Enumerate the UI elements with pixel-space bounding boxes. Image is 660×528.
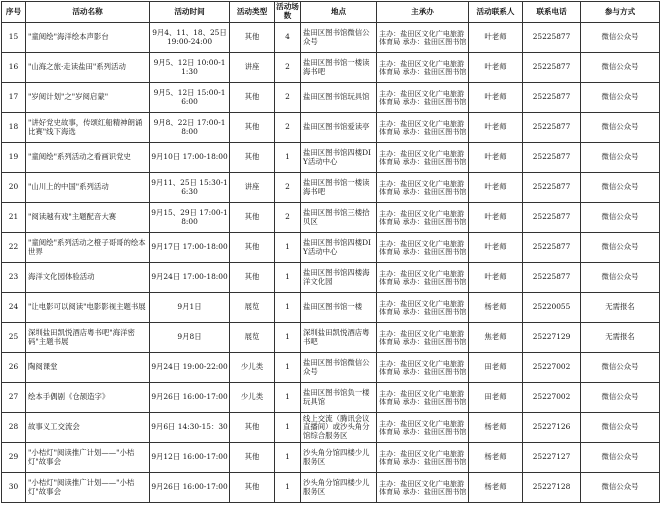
cell-name: "山海之旅·走读盐田"系列活动 bbox=[26, 53, 150, 83]
cell-type: 其他 bbox=[230, 83, 275, 113]
header-count: 活动场数 bbox=[275, 2, 301, 23]
cell-count: 1 bbox=[275, 233, 301, 263]
cell-contact: 焦老师 bbox=[469, 323, 523, 353]
cell-time: 9月8日 bbox=[150, 323, 230, 353]
table-row bbox=[2, 83, 660, 113]
cell-contact: 叶老师 bbox=[469, 143, 523, 173]
cell-time: 9月15、29日 17:00-18:00 bbox=[150, 203, 230, 233]
cell-no: 26 bbox=[2, 353, 26, 383]
cell-contact: 杨老师 bbox=[469, 473, 523, 503]
cell-type: 其他 bbox=[230, 233, 275, 263]
cell-host: 主办：盐田区文化广电旅游体育局 承办：盐田区图书馆 bbox=[377, 353, 469, 383]
cell-time: 9月5、12日 10:00-11:30 bbox=[150, 53, 230, 83]
cell-time: 9月26日 16:00-17:00 bbox=[150, 473, 230, 503]
cell-phone: 25225877 bbox=[523, 143, 581, 173]
cell-join: 微信公众号 bbox=[581, 53, 660, 83]
cell-type: 少儿类 bbox=[230, 383, 275, 413]
cell-type: 讲座 bbox=[230, 173, 275, 203]
cell-count: 1 bbox=[275, 143, 301, 173]
cell-place: 盐田区图书馆玩具馆 bbox=[301, 83, 377, 113]
cell-name: 深圳盐田凯悦酒店粤书吧"海洋密码"主题书展 bbox=[26, 323, 150, 353]
cell-name: "童阅绘"海洋绘本声影台 bbox=[26, 23, 150, 53]
cell-contact: 杨老师 bbox=[469, 443, 523, 473]
cell-place: 盐田区图书馆一楼读海书吧 bbox=[301, 173, 377, 203]
cell-name: "岁阅计划"之"岁阅启蒙" bbox=[26, 83, 150, 113]
cell-host: 主办：盐田区文化广电旅游体育局 承办：盐田区图书馆 bbox=[377, 173, 469, 203]
cell-phone: 25225877 bbox=[523, 83, 581, 113]
cell-place: 盐田区图书馆四楼DIY活动中心 bbox=[301, 143, 377, 173]
cell-type: 讲座 bbox=[230, 53, 275, 83]
table-row bbox=[2, 53, 660, 83]
cell-join: 微信公众号 bbox=[581, 263, 660, 293]
cell-join: 无需报名 bbox=[581, 323, 660, 353]
cell-name: "讲好党史故事，传颂红船精神朗诵比赛"线下海选 bbox=[26, 113, 150, 143]
cell-host: 主办：盐田区文化广电旅游体育局 承办：盐田区图书馆 bbox=[377, 53, 469, 83]
cell-join: 微信公众号 bbox=[581, 413, 660, 443]
cell-join: 微信公众号 bbox=[581, 173, 660, 203]
cell-no: 28 bbox=[2, 413, 26, 443]
cell-no: 17 bbox=[2, 83, 26, 113]
cell-contact: 叶老师 bbox=[469, 23, 523, 53]
cell-join: 微信公众号 bbox=[581, 353, 660, 383]
cell-type: 其他 bbox=[230, 473, 275, 503]
cell-time: 9月24日 17:00-18:00 bbox=[150, 263, 230, 293]
cell-no: 22 bbox=[2, 233, 26, 263]
header-place: 地点 bbox=[301, 2, 377, 23]
cell-place: 沙头角分馆四楼少儿服务区 bbox=[301, 443, 377, 473]
cell-no: 15 bbox=[2, 23, 26, 53]
table-row bbox=[2, 23, 660, 53]
cell-contact: 叶老师 bbox=[469, 203, 523, 233]
cell-place: 盐田区图书馆微信公众号 bbox=[301, 353, 377, 383]
cell-place: 盐田区图书馆四楼DIY活动中心 bbox=[301, 233, 377, 263]
cell-join: 微信公众号 bbox=[581, 473, 660, 503]
cell-place: 沙头角分馆四楼少儿服务区 bbox=[301, 473, 377, 503]
cell-place: 盐田区图书馆三楼拾贝区 bbox=[301, 203, 377, 233]
cell-phone: 25227127 bbox=[523, 443, 581, 473]
cell-contact: 叶老师 bbox=[469, 233, 523, 263]
cell-type: 少儿类 bbox=[230, 353, 275, 383]
cell-name: 故事义工交流会 bbox=[26, 413, 150, 443]
cell-host: 主办：盐田区文化广电旅游体育局 承办：盐田区图书馆 bbox=[377, 383, 469, 413]
cell-join: 无需报名 bbox=[581, 293, 660, 323]
cell-type: 其他 bbox=[230, 263, 275, 293]
cell-phone: 25225877 bbox=[523, 23, 581, 53]
cell-phone: 25225877 bbox=[523, 113, 581, 143]
cell-time: 9月5、12日 15:00-16:00 bbox=[150, 83, 230, 113]
cell-time: 9月1日 bbox=[150, 293, 230, 323]
cell-count: 2 bbox=[275, 113, 301, 143]
cell-phone: 25227002 bbox=[523, 383, 581, 413]
cell-type: 其他 bbox=[230, 23, 275, 53]
cell-host: 主办：盐田区文化广电旅游体育局 承办：盐田区图书馆 bbox=[377, 443, 469, 473]
cell-join: 微信公众号 bbox=[581, 383, 660, 413]
cell-name: "小桔灯"阅读推广计划——"小桔灯"故事会 bbox=[26, 443, 150, 473]
cell-time: 9月11、25日 15:30-16:30 bbox=[150, 173, 230, 203]
cell-name: 海洋文化园体验活动 bbox=[26, 263, 150, 293]
cell-time: 9月17日 17:00-18:00 bbox=[150, 233, 230, 263]
cell-no: 23 bbox=[2, 263, 26, 293]
table-row bbox=[2, 473, 660, 503]
cell-place: 盐田区图书馆四楼海洋文化园 bbox=[301, 263, 377, 293]
cell-count: 1 bbox=[275, 323, 301, 353]
cell-name: 陶阅课堂 bbox=[26, 353, 150, 383]
cell-join: 微信公众号 bbox=[581, 143, 660, 173]
cell-phone: 25227128 bbox=[523, 473, 581, 503]
cell-name: "让电影可以阅读"电影影视主题书展 bbox=[26, 293, 150, 323]
cell-host: 主办：盐田区文化广电旅游体育局 承办：盐田区图书馆 bbox=[377, 233, 469, 263]
cell-name: "童阅绘"系列活动之看画识党史 bbox=[26, 143, 150, 173]
cell-type: 其他 bbox=[230, 113, 275, 143]
cell-no: 24 bbox=[2, 293, 26, 323]
cell-count: 1 bbox=[275, 263, 301, 293]
cell-no: 25 bbox=[2, 323, 26, 353]
cell-phone: 25225877 bbox=[523, 53, 581, 83]
table-row bbox=[2, 353, 660, 383]
activity-table bbox=[1, 1, 660, 503]
header-no: 序号 bbox=[2, 2, 26, 23]
cell-count: 1 bbox=[275, 443, 301, 473]
cell-host: 主办：盐田区文化广电旅游体育局 承办：盐田区图书馆 bbox=[377, 23, 469, 53]
cell-name: 绘本手偶剧《仓颉造字》 bbox=[26, 383, 150, 413]
cell-type: 其他 bbox=[230, 443, 275, 473]
cell-host: 主办：盐田区文化广电旅游体育局 承办：盐田区图书馆 bbox=[377, 83, 469, 113]
table-row bbox=[2, 323, 660, 353]
cell-phone: 25227129 bbox=[523, 323, 581, 353]
cell-host: 主办：盐田区文化广电旅游体育局 承办：盐田区图书馆 bbox=[377, 203, 469, 233]
cell-count: 2 bbox=[275, 173, 301, 203]
header-contact: 活动联系人 bbox=[469, 2, 523, 23]
cell-phone: 25225877 bbox=[523, 263, 581, 293]
cell-name: "山川上的中国"系列活动 bbox=[26, 173, 150, 203]
cell-no: 29 bbox=[2, 443, 26, 473]
cell-time: 9月26日 16:00-17:00 bbox=[150, 383, 230, 413]
header-join: 参与方式 bbox=[581, 2, 660, 23]
cell-contact: 杨老师 bbox=[469, 293, 523, 323]
header-type: 活动类型 bbox=[230, 2, 275, 23]
cell-no: 16 bbox=[2, 53, 26, 83]
cell-phone: 25225877 bbox=[523, 203, 581, 233]
table-row bbox=[2, 443, 660, 473]
header-time: 活动时间 bbox=[150, 2, 230, 23]
header-name: 活动名称 bbox=[26, 2, 150, 23]
cell-no: 20 bbox=[2, 173, 26, 203]
cell-host: 主办：盐田区文化广电旅游体育局 承办：盐田区图书馆 bbox=[377, 323, 469, 353]
cell-no: 19 bbox=[2, 143, 26, 173]
cell-time: 9月12日 16:00-17:00 bbox=[150, 443, 230, 473]
cell-name: "阅读越有戏"主题配音大赛 bbox=[26, 203, 150, 233]
cell-host: 主办：盐田区文化广电旅游体育局 承办：盐田区图书馆 bbox=[377, 143, 469, 173]
table-body bbox=[2, 23, 660, 503]
cell-count: 1 bbox=[275, 293, 301, 323]
cell-no: 30 bbox=[2, 473, 26, 503]
cell-join: 微信公众号 bbox=[581, 203, 660, 233]
cell-join: 微信公众号 bbox=[581, 23, 660, 53]
cell-no: 27 bbox=[2, 383, 26, 413]
cell-type: 其他 bbox=[230, 143, 275, 173]
cell-time: 9月6日 14:30-15：30 bbox=[150, 413, 230, 443]
cell-place: 盐田区图书馆一楼读海书吧 bbox=[301, 53, 377, 83]
cell-contact: 叶老师 bbox=[469, 83, 523, 113]
cell-join: 微信公众号 bbox=[581, 83, 660, 113]
cell-host: 主办：盐田区文化广电旅游体育局 承办：盐田区图书馆 bbox=[377, 263, 469, 293]
cell-time: 9月24日 19:00-22:00 bbox=[150, 353, 230, 383]
cell-phone: 25225877 bbox=[523, 173, 581, 203]
cell-place: 线上交流（腾讯会议直播间）或沙头角分馆综合服务区 bbox=[301, 413, 377, 443]
table-row bbox=[2, 203, 660, 233]
cell-join: 微信公众号 bbox=[581, 233, 660, 263]
table-row bbox=[2, 113, 660, 143]
cell-time: 9月10日 17:00-18:00 bbox=[150, 143, 230, 173]
cell-host: 主办：盐田区文化广电旅游体育局 承办：盐田区图书馆 bbox=[377, 473, 469, 503]
cell-contact: 叶老师 bbox=[469, 113, 523, 143]
cell-phone: 25227126 bbox=[523, 413, 581, 443]
table-header-row bbox=[2, 2, 660, 23]
cell-no: 21 bbox=[2, 203, 26, 233]
table-row bbox=[2, 173, 660, 203]
cell-place: 深圳盐田凯悦酒店粤书吧 bbox=[301, 323, 377, 353]
cell-place: 盐田区图书馆一楼 bbox=[301, 293, 377, 323]
cell-type: 展览 bbox=[230, 293, 275, 323]
cell-place: 盐田区图书馆爱读亭 bbox=[301, 113, 377, 143]
cell-place: 盐田区图书馆负一楼玩具馆 bbox=[301, 383, 377, 413]
cell-phone: 25220055 bbox=[523, 293, 581, 323]
cell-type: 展览 bbox=[230, 323, 275, 353]
table-row bbox=[2, 233, 660, 263]
cell-time: 9月4、11、18、25日 19:00-24:00 bbox=[150, 23, 230, 53]
cell-contact: 叶老师 bbox=[469, 173, 523, 203]
header-host: 主承办 bbox=[377, 2, 469, 23]
cell-contact: 田老师 bbox=[469, 353, 523, 383]
header-phone: 联系电话 bbox=[523, 2, 581, 23]
cell-type: 其他 bbox=[230, 413, 275, 443]
table-row bbox=[2, 413, 660, 443]
cell-count: 1 bbox=[275, 383, 301, 413]
cell-count: 2 bbox=[275, 53, 301, 83]
cell-contact: 田老师 bbox=[469, 383, 523, 413]
cell-host: 主办：盐田区文化广电旅游体育局 承办：盐田区图书馆 bbox=[377, 113, 469, 143]
table-row bbox=[2, 383, 660, 413]
cell-count: 2 bbox=[275, 83, 301, 113]
cell-no: 18 bbox=[2, 113, 26, 143]
cell-name: "小桔灯"阅读推广计划——"小桔灯"故事会 bbox=[26, 473, 150, 503]
table-row bbox=[2, 263, 660, 293]
cell-contact: 叶老师 bbox=[469, 53, 523, 83]
cell-join: 微信公众号 bbox=[581, 113, 660, 143]
cell-count: 1 bbox=[275, 473, 301, 503]
cell-phone: 25225877 bbox=[523, 233, 581, 263]
cell-count: 2 bbox=[275, 203, 301, 233]
cell-place: 盐田区图书馆微信公众号 bbox=[301, 23, 377, 53]
cell-contact: 杨老师 bbox=[469, 413, 523, 443]
cell-count: 1 bbox=[275, 353, 301, 383]
cell-contact: 叶老师 bbox=[469, 263, 523, 293]
cell-host: 主办：盐田区文化广电旅游体育局 承办：盐田区图书馆 bbox=[377, 413, 469, 443]
cell-count: 4 bbox=[275, 23, 301, 53]
cell-count: 1 bbox=[275, 413, 301, 443]
table-row bbox=[2, 143, 660, 173]
cell-join: 微信公众号 bbox=[581, 443, 660, 473]
cell-host: 主办：盐田区文化广电旅游体育局 承办：盐田区图书馆 bbox=[377, 293, 469, 323]
table-row bbox=[2, 293, 660, 323]
cell-type: 其他 bbox=[230, 203, 275, 233]
cell-name: "童阅绘"系列活动之橙子哥哥的绘本世界 bbox=[26, 233, 150, 263]
cell-time: 9月8、22日 17:00-18:00 bbox=[150, 113, 230, 143]
cell-phone: 25227002 bbox=[523, 353, 581, 383]
